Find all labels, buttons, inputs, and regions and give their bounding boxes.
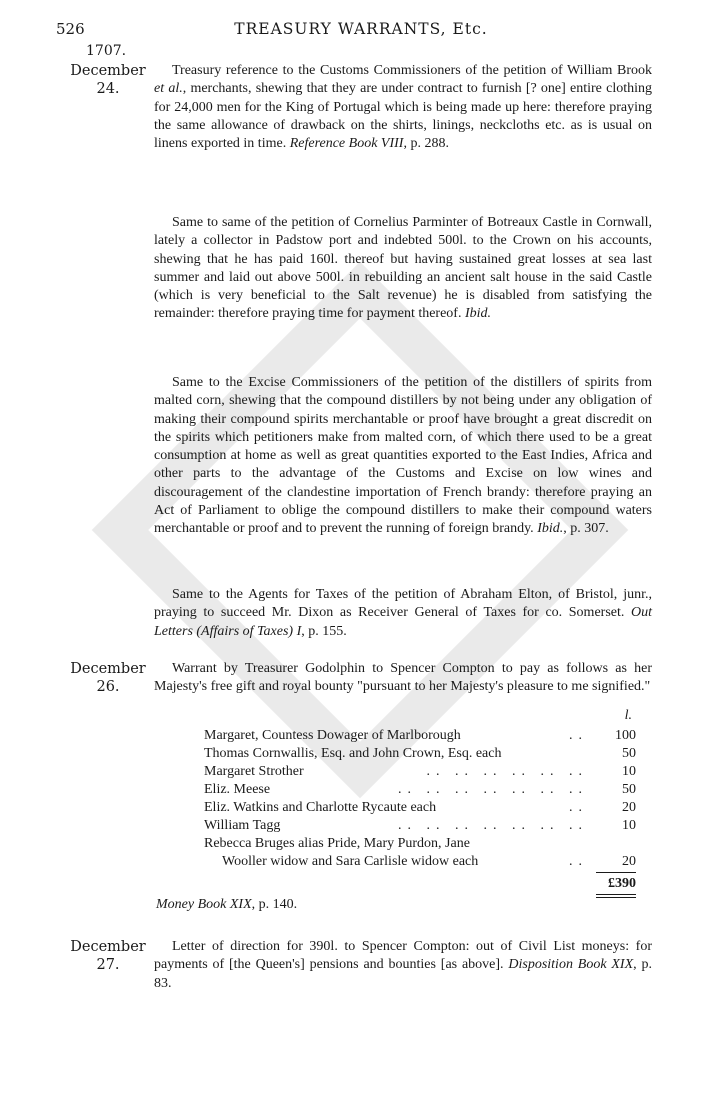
page-number: 526 bbox=[56, 20, 85, 38]
table-row: Thomas Cornwallis, Esq. and John Crown, Esq. each 50 bbox=[204, 746, 636, 761]
margin-date-3: December 27. bbox=[70, 939, 146, 973]
running-title: TREASURY WARRANTS, Etc. bbox=[234, 20, 488, 38]
entry-paragraph-6: Letter of direction for 390l. to Spencer Compton: out of Civil List moneys: for payments of [the Queen's] pensions and bounties [as above]. Disposition Book XIX, p. 83. bbox=[154, 939, 652, 991]
page-header bbox=[56, 20, 666, 42]
entry-paragraph-1: Treasury reference to the Customs Commissioners of the petition of William Brook et al., merchants, shewing that they are under contract to furnish [? one] entire clothing for 24,000 men for the King of Portugal which is being made up here: therefore praying the same allowance of drawback on the shirts, linings, neckcloths etc. as is usual on linens exported in time. Reference Book VIII, p. 288. bbox=[154, 63, 652, 152]
table-row: Margaret, Countess Dowager of Marlborough .. 100 bbox=[204, 728, 636, 743]
margin-date-2: December 26. bbox=[70, 661, 146, 695]
table-row: Margaret Strother .. .. .. .. .. .. 10 bbox=[204, 764, 636, 779]
entry-paragraph-3: Same to the Excise Commissioners of the petition of the distillers of spirits from malted corn, shewing that the compound distillers by not being under any obligation of making their compound spirits merchantable or proof have brought a great discredit on the spirits which petitioners make from malted corn, of which there used to be a great consumption at home as well as great quantities exported to the East Indies, Africa and other parts to the advantage of the Customs and Excise on low wines and discouragement of the clandestine importation of French brandy: therefore praying an Act of Parliament to oblige the compound distillers to make their compound waters merchantable or proof and to prevent the running of foreign brandy. Ibid., p. 307. bbox=[154, 375, 652, 537]
unit-label: l. bbox=[624, 708, 632, 723]
table-row: Rebecca Bruges alias Pride, Mary Purdon, Jane Wooller widow and Sara Carlisle widow each .. 20 bbox=[204, 836, 636, 869]
margin-year: 1707. bbox=[86, 43, 127, 59]
table-row: Eliz. Meese .. .. .. .. .. .. .. 50 bbox=[204, 782, 636, 797]
total-double-rule-2 bbox=[596, 897, 636, 898]
total-amount: £390 bbox=[608, 876, 636, 891]
table-row: William Tagg .. .. .. .. .. .. .. 10 bbox=[204, 818, 636, 833]
entry-paragraph-4: Same to the Agents for Taxes of the petition of Abraham Elton, of Bristol, junr., praying to succeed Mr. Dixon as Receiver General of Taxes for co. Somerset. Out Letters (Affairs of Taxes) I, p. 155. bbox=[154, 587, 652, 639]
total-double-rule-1 bbox=[596, 894, 636, 895]
money-book-reference: Money Book XIX, p. 140. bbox=[156, 897, 298, 912]
table-row: Eliz. Watkins and Charlotte Rycaute each .. 20 bbox=[204, 800, 636, 815]
margin-date-1: December 24. bbox=[70, 63, 146, 97]
entry-paragraph-5: Warrant by Treasurer Godolphin to Spencer Compton to pay as follows as her Majesty's free gift and royal bounty "pursuant to her Majesty's pleasure to me signified." bbox=[154, 661, 652, 695]
entry-paragraph-2: Same to same of the petition of Cornelius Parminter of Botreaux Castle in Cornwall, lately a collector in Padstow port and indebted 500l. to the Crown on his accounts, shewing that he has paid 160l. thereof but having sustained great losses at sea last summer and laid out above 500l. in rebuilding an ancient salt house in the said Castle (which is very beneficial to the Salt revenue) he is disabled from satisfying the remainder: therefore praying time for payment thereof. Ibid. bbox=[154, 215, 652, 322]
sum-rule bbox=[596, 872, 636, 873]
